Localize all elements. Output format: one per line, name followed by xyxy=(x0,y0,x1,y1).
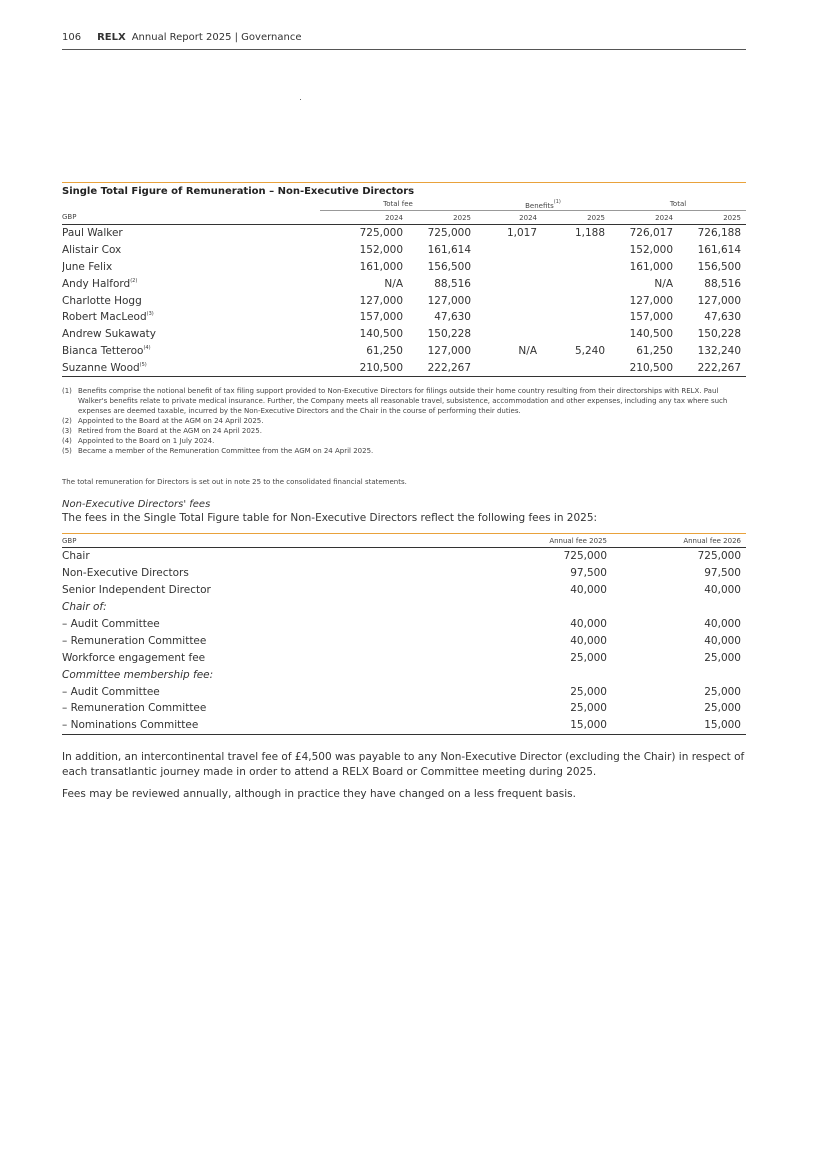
value-cell xyxy=(542,242,610,259)
brand-name: RELX xyxy=(97,32,126,43)
footnotes xyxy=(62,386,746,456)
group-benefits: Benefits$^{(1)}$ xyxy=(476,198,610,211)
remuneration-rows xyxy=(62,225,746,377)
fees-intro: The fees in the Single Total Figure table for Non-Executive Directors reflect the following fees in 2025: xyxy=(62,512,598,524)
value-cell: 726,188 xyxy=(697,227,742,240)
fee-2025: 97,500 xyxy=(570,567,607,580)
director-row xyxy=(62,343,746,360)
footnote-number: (3) xyxy=(62,427,72,435)
footnote xyxy=(62,416,746,426)
remuneration-table-title: Single Total Figure of Remuneration – Non-Executive Directors xyxy=(62,182,746,197)
value-cell: 156,500 xyxy=(697,260,742,273)
fee-2025 xyxy=(476,666,612,683)
fee-2026: 15,000 xyxy=(612,717,746,734)
director-row xyxy=(62,259,746,276)
year-header: 2024 xyxy=(610,211,678,225)
value-cell: 222,267 xyxy=(408,359,476,376)
value-cell: 157,000 xyxy=(359,311,403,324)
value-cell: 127,000 xyxy=(427,294,471,307)
value-cell xyxy=(476,292,542,309)
fee-2026: 725,000 xyxy=(697,550,741,563)
director-row xyxy=(62,292,746,309)
value-cell: 47,630 xyxy=(434,311,471,324)
director-row xyxy=(62,225,746,242)
fee-row xyxy=(62,548,746,565)
value-cell xyxy=(542,275,610,292)
value-cell: 5,240 xyxy=(574,344,605,357)
fee-label: – Remuneration Committee xyxy=(62,702,207,715)
fee-review-paragraph: Fees may be reviewed annually, although in practice they have changed on a less frequent basis. xyxy=(62,788,576,800)
director-row xyxy=(62,326,746,343)
footnote xyxy=(62,426,746,436)
fee-label: – Audit Committee xyxy=(62,685,160,698)
fee-2025: 25,000 xyxy=(570,702,607,715)
value-cell: N/A xyxy=(384,277,403,290)
footnote-ref: (3) xyxy=(146,311,154,318)
value-cell: 725,000 xyxy=(359,227,403,240)
footnote-number: (2) xyxy=(62,417,72,425)
fee-2026: 40,000 xyxy=(704,584,741,597)
travel-fee-paragraph: In addition, an intercontinental travel fee of £4,500 was payable to any Non-Executive Director (excluding the Chair) in respect of each transatlantic journey made in order to attend a RELX Board or Committee meeting during 2025. xyxy=(62,751,745,778)
value-cell: N/A xyxy=(654,277,673,290)
value-cell xyxy=(476,275,542,292)
footnote-text: Benefits comprise the notional benefit of tax filing support provided to Non-Executive Directors for filings outside their home country resulting from their directorships with RELX. Paul Walker's benefits relate to private medical insurance. Further, the Company meets all reasonable travel, subsistence, accommodation and other expenses, including any tax where such expenses are deemed taxable, incurred by the Non-Executive Directors and the Chair in the course of performing their duties. xyxy=(78,387,728,415)
currency-label: GBP xyxy=(62,211,320,225)
footnote-number: (4) xyxy=(62,437,72,445)
value-cell xyxy=(542,292,610,309)
director-name: Suzanne Wood$^{(5)}$ xyxy=(62,359,320,376)
fee-2026: 25,000 xyxy=(704,702,741,715)
value-cell: 150,228 xyxy=(427,328,471,341)
director-name: June Felix xyxy=(62,260,113,273)
director-row xyxy=(62,242,746,259)
value-cell: 161,000 xyxy=(629,260,673,273)
fee-2025: 15,000 xyxy=(476,717,612,734)
fee-2026: 40,000 xyxy=(704,634,741,647)
director-name: Andrew Sukawaty xyxy=(62,328,156,341)
footnote-ref: (5) xyxy=(139,361,147,368)
fee-2025: 725,000 xyxy=(563,550,607,563)
fee-2026: 97,500 xyxy=(704,567,741,580)
fee-row xyxy=(62,632,746,649)
director-row xyxy=(62,275,746,292)
value-cell: 140,500 xyxy=(629,328,673,341)
fee-row xyxy=(62,717,746,734)
fees-heading: Non-Executive Directors' fees xyxy=(62,499,211,510)
fee-2026-header: Annual fee 2026 xyxy=(612,534,746,548)
footnote-text: Appointed to the Board on 1 July 2024. xyxy=(78,437,215,445)
value-cell: 726,017 xyxy=(629,227,673,240)
footnote-text: Appointed to the Board at the AGM on 24 April 2025. xyxy=(78,417,264,425)
year-header: 2025 xyxy=(542,211,610,225)
footnote xyxy=(62,386,746,416)
footnote-number: (1) xyxy=(62,387,72,395)
report-title: Annual Report 2025 | Governance xyxy=(131,32,302,43)
value-cell: 127,000 xyxy=(697,294,742,307)
value-cell: 161,614 xyxy=(427,244,471,257)
value-cell: 210,500 xyxy=(320,359,408,376)
year-header: 2025 xyxy=(678,211,746,225)
page-header xyxy=(62,32,746,50)
director-name: Bianca Tetteroo$^{(4)}$ xyxy=(62,344,151,357)
fee-2026: 25,000 xyxy=(704,685,741,698)
director-name: Alistair Cox xyxy=(62,244,122,257)
group-total: Total xyxy=(610,198,746,211)
value-cell: 47,630 xyxy=(704,311,742,324)
value-cell: 61,250 xyxy=(366,344,403,357)
year-header: 2025 xyxy=(408,211,476,225)
director-name: Andy Halford$^{(2)}$ xyxy=(62,277,138,290)
value-cell: 161,614 xyxy=(697,244,742,257)
director-row xyxy=(62,359,746,376)
director-name: Charlotte Hogg xyxy=(62,294,142,307)
fee-label: Chair xyxy=(62,550,90,563)
fee-label: Chair of: xyxy=(62,601,107,614)
fee-label: Workforce engagement fee xyxy=(62,651,206,664)
footnote-text: Became a member of the Remuneration Committee from the AGM on 24 April 2025. xyxy=(78,447,374,455)
value-cell: 156,500 xyxy=(427,260,471,273)
value-cell: 88,516 xyxy=(434,277,471,290)
group-total-fee: Total fee xyxy=(320,198,476,211)
fee-row xyxy=(62,582,746,599)
fee-2026 xyxy=(612,599,746,616)
fee-row xyxy=(62,565,746,582)
value-cell xyxy=(476,326,542,343)
value-cell: 88,516 xyxy=(704,277,742,290)
currency-label: GBP xyxy=(62,534,476,548)
value-cell: 150,228 xyxy=(697,328,742,341)
value-cell: 222,267 xyxy=(678,359,746,376)
value-cell: 210,500 xyxy=(610,359,678,376)
fee-label: Non-Executive Directors xyxy=(62,567,189,580)
total-remuneration-note: The total remuneration for Directors is set out in note 25 to the consolidated financial statements. xyxy=(62,478,407,486)
fee-2026: 25,000 xyxy=(704,651,741,664)
value-cell: 140,500 xyxy=(359,328,403,341)
footnote-number: (5) xyxy=(62,447,72,455)
fee-2026 xyxy=(612,666,746,683)
director-name: Robert MacLeod$^{(3)}$ xyxy=(62,311,154,324)
value-cell: 152,000 xyxy=(629,244,673,257)
value-cell: 157,000 xyxy=(629,311,673,324)
fee-2025: 40,000 xyxy=(570,618,607,630)
fee-row xyxy=(62,616,746,633)
year-header: 2024 xyxy=(476,211,542,225)
value-cell: 725,000 xyxy=(427,227,471,240)
value-cell xyxy=(542,326,610,343)
fee-2025: 25,000 xyxy=(570,651,607,664)
value-cell: N/A xyxy=(518,344,537,357)
footnote-ref: (4) xyxy=(143,344,151,351)
fee-2026: 40,000 xyxy=(704,618,741,630)
footnote-ref: (2) xyxy=(130,277,138,284)
value-cell: 61,250 xyxy=(636,344,673,357)
fees-rows xyxy=(62,548,746,735)
fee-label: Committee membership fee: xyxy=(62,668,214,681)
value-cell xyxy=(476,309,542,326)
fee-label: – Audit Committee xyxy=(62,618,160,630)
fee-label: – Remuneration Committee xyxy=(62,634,207,647)
value-cell: 132,240 xyxy=(697,344,742,357)
fee-2025: 25,000 xyxy=(570,685,607,698)
footnote xyxy=(62,446,746,456)
fee-row xyxy=(62,700,746,717)
fee-2025: 40,000 xyxy=(570,634,607,647)
fee-row xyxy=(62,649,746,666)
value-cell: 127,000 xyxy=(629,294,673,307)
fee-2025: 40,000 xyxy=(570,584,607,597)
footnote xyxy=(62,436,746,446)
value-cell: 152,000 xyxy=(359,244,403,257)
director-row xyxy=(62,309,746,326)
value-cell xyxy=(476,359,542,376)
value-cell: 161,000 xyxy=(359,260,403,273)
value-cell: 127,000 xyxy=(359,294,403,307)
fee-label: Senior Independent Director xyxy=(62,584,211,597)
value-cell: 127,000 xyxy=(427,344,471,357)
fee-label: – Nominations Committee xyxy=(62,717,476,734)
stray-dot xyxy=(300,99,301,100)
fee-row xyxy=(62,666,746,683)
fee-row xyxy=(62,599,746,616)
fee-2025 xyxy=(476,599,612,616)
value-cell xyxy=(476,242,542,259)
value-cell: 1,017 xyxy=(506,227,537,240)
value-cell: 1,188 xyxy=(574,227,605,240)
fee-2025-header: Annual fee 2025 xyxy=(476,534,612,548)
footnote-text: Retired from the Board at the AGM on 24 April 2025. xyxy=(78,427,262,435)
value-cell xyxy=(542,309,610,326)
fees-table xyxy=(62,533,746,735)
value-cell xyxy=(542,259,610,276)
value-cell xyxy=(476,259,542,276)
fee-row xyxy=(62,683,746,700)
value-cell xyxy=(542,359,610,376)
remuneration-table xyxy=(62,198,746,377)
page-number: 106 xyxy=(62,32,82,43)
director-name: Paul Walker xyxy=(62,227,123,240)
year-header: 2024 xyxy=(320,211,408,225)
